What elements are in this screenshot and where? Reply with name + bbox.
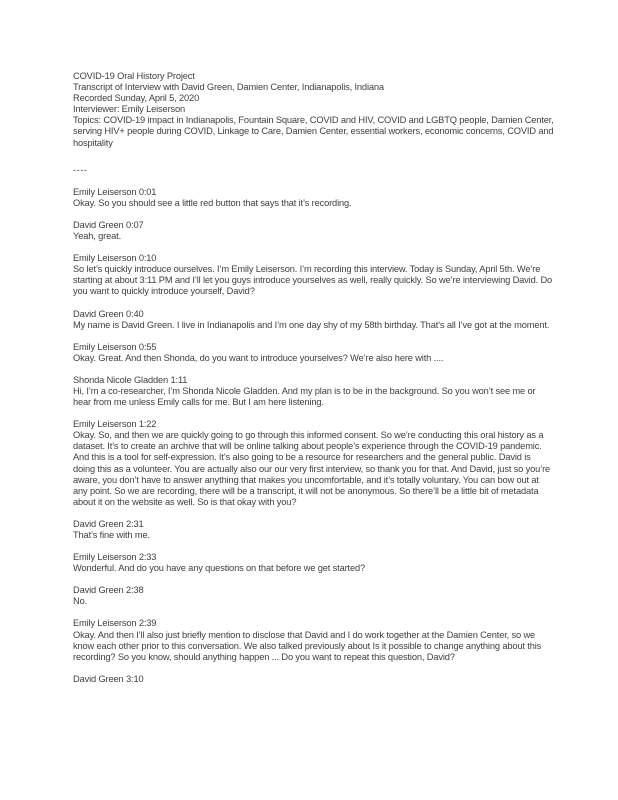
speaker-timestamp: 2:39: [138, 618, 157, 629]
speaker-line: [73, 674, 555, 685]
speaker-name: Emily Leiserson: [73, 552, 137, 563]
transcript-entry: [73, 375, 555, 408]
document-header: [73, 71, 555, 149]
speaker-timestamp: 3:10: [125, 673, 144, 684]
utterance-text: My name is David Green. I live in Indianapolis and I’m one day shy of my 58th birthday. That’s all I’ve got at the moment.: [73, 319, 550, 330]
transcript-entry: [73, 585, 555, 607]
speaker-timestamp: 2:33: [138, 552, 157, 563]
speaker-name: David Green: [73, 219, 124, 230]
speaker-line: [73, 519, 555, 530]
section-separator: ----: [73, 164, 88, 175]
topics-line: Topics: COVID-19 impact in Indianapolis, Fountain Square, COVID and HIV, COVID and LGBTQ people, Damien Center, serving HIV+ people during COVID, Linkage to Care, Damien Center, essential workers, economic concerns, COVID and hospitality: [73, 115, 554, 148]
transcript-entry: [73, 187, 555, 209]
speaker-name: David Green: [73, 308, 124, 319]
speaker-line: [73, 552, 555, 563]
speaker-timestamp: 0:55: [138, 341, 157, 352]
transcript-subtitle: Transcript of Interview with David Green, Damien Center, Indianapolis, Indiana: [73, 82, 384, 93]
speaker-timestamp: 0:07: [125, 219, 144, 230]
speaker-timestamp: 0:01: [138, 186, 157, 197]
speaker-line: [73, 342, 555, 353]
transcript-entry: [73, 309, 555, 331]
transcript-entry: [73, 519, 555, 541]
utterance-text: No.: [73, 596, 88, 607]
utterance-text: Okay. So, and then we are quickly going to go through this informed consent. So we’re conducting this oral history as a dataset. It’s to create an archive that will be online talking about people’s experience through the COVID-19 pandemic. And this is a tool for self-expression. It’s also going to be a resource for researchers and the general public. David is doing this as a volunteer. You are actually also our our very first interview, so thank you for that. And David, just so you’re aware, you don’t have to answer anything that makes you uncomfortable, and it’s totally voluntary. You can bow out at any point. So we are recording, there will be a transcript, it will not be anonymous. So there’ll be a little bit of metadata about it on the website as well. So is that okay with you?: [73, 430, 551, 507]
utterance-text: Wonderful. And do you have any questions on that before we get started?: [73, 563, 366, 574]
transcript-entry: [73, 552, 555, 574]
speaker-timestamp: 2:38: [125, 585, 144, 596]
utterance-text: So let’s quickly introduce ourselves. I’m Emily Leiserson. I’m recording this interview. Today is Sunday, April 5th. We’re starting at about 3:11 PM and I’ll let you guys introduce yourselves as well, really quickly. So we’re interviewing David. Do you want to quickly introduce yourself, David?: [73, 264, 553, 297]
transcript-entry: [73, 419, 555, 508]
project-title: COVID-19 Oral History Project: [73, 71, 195, 81]
speaker-timestamp: 1:22: [138, 419, 157, 430]
transcript-entry: [73, 618, 555, 662]
utterance-text: Hi, I’m a co-researcher, I’m Shonda Nicole Gladden. And my plan is to be in the background. So you won’t see me or hear from me unless Emily calls for me. But I am here listening.: [73, 385, 536, 408]
utterance-text: Okay. And then I’ll also just briefly mention to disclose that David and I do work together at the Damien Center, so we know each other prior to this conversation. We also talked previously about Is it possible to change anything about this recording? So you know, should anything happen ... Do you want to repeat this question, David?: [73, 629, 542, 662]
speaker-timestamp: 0:40: [125, 308, 144, 319]
speaker-name: David Green: [73, 585, 124, 596]
recorded-date-line: Recorded Sunday, April 5, 2020: [73, 93, 200, 104]
speaker-line: [73, 309, 555, 320]
transcript-entry: [73, 253, 555, 297]
speaker-name: Emily Leiserson: [73, 253, 137, 264]
speaker-name: Emily Leiserson: [73, 186, 137, 197]
speaker-line: [73, 585, 555, 596]
utterance-text: That’s fine with me.: [73, 530, 150, 540]
speaker-line: [73, 618, 555, 629]
speaker-name: Emily Leiserson: [73, 341, 137, 352]
utterance-text: Okay. Great. And then Shonda, do you want to introduce yourselves? We’re also here with ....: [73, 352, 444, 363]
speaker-timestamp: 0:10: [138, 253, 157, 264]
speaker-name: Shonda Nicole Gladden: [73, 374, 169, 385]
utterance-text: Okay. So you should see a little red button that says that it’s recording.: [73, 197, 352, 208]
speaker-name: David Green: [73, 673, 124, 684]
speaker-line: [73, 375, 555, 386]
interviewer-line: Interviewer: Emily Leiserson: [73, 104, 186, 115]
utterance-text: Yeah, great.: [73, 231, 121, 242]
speaker-timestamp: 2:31: [125, 518, 144, 529]
speaker-name: David Green: [73, 518, 124, 529]
speaker-line: [73, 253, 555, 264]
transcript-entry: [73, 220, 555, 242]
transcript-entry: [73, 674, 555, 685]
speaker-line: [73, 419, 555, 430]
transcript-document: [73, 71, 555, 696]
transcript-entry: [73, 342, 555, 364]
speaker-timestamp: 1:11: [170, 374, 188, 385]
speaker-line: [73, 220, 555, 231]
speaker-name: Emily Leiserson: [73, 618, 137, 629]
speaker-name: Emily Leiserson: [73, 419, 137, 430]
speaker-line: [73, 187, 555, 198]
